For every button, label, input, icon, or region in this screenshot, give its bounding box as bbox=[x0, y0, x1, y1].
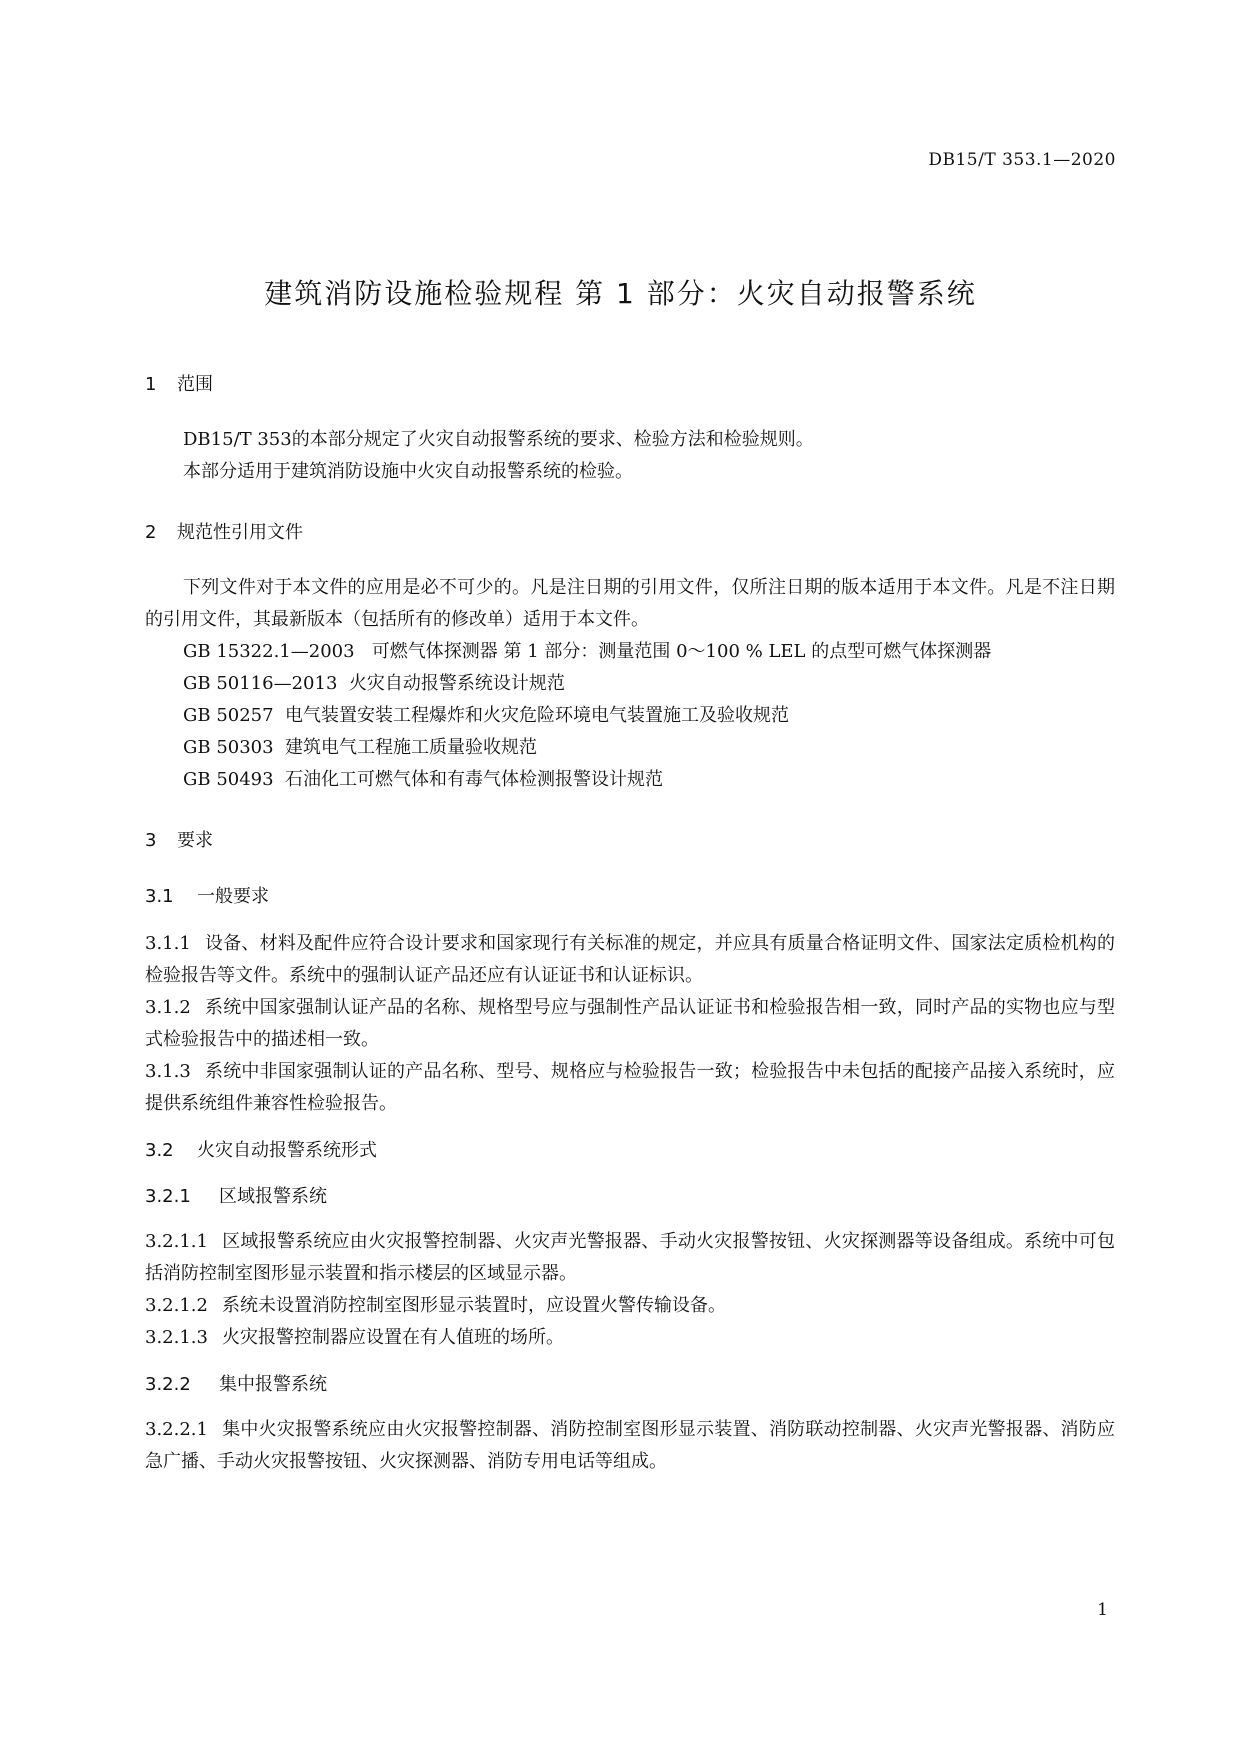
page-title: 建筑消防设施检验规程 第 1 部分：火灾自动报警系统 bbox=[264, 277, 977, 310]
page-number: 1 bbox=[1097, 1600, 1108, 1620]
reference-code: GB 50257 bbox=[183, 705, 274, 726]
reference-title: 火灾自动报警系统设计规范 bbox=[348, 673, 565, 694]
subsection-number: 3.2.2 bbox=[145, 1374, 191, 1395]
clause-text: 系统中国家强制认证产品的名称、规格型号应与强制性产品认证证书和检验报告相一致，同时产品的实物也应与型式检验报告中的描述相一致。 bbox=[145, 997, 1115, 1050]
reference-item bbox=[145, 700, 1115, 732]
document-code: DB15/T 353.1—2020 bbox=[928, 150, 1116, 170]
clause-text: 火灾报警控制器应设置在有人值班的场所。 bbox=[221, 1327, 564, 1348]
section-number: 1 bbox=[145, 374, 157, 395]
paragraph: 下列文件对于本文件的应用是必不可少的。凡是注日期的引用文件，仅所注日期的版本适用于本文件。凡是不注日期的引用文件，其最新版本（包括所有的修改单）适用于本文件。 bbox=[145, 577, 1115, 630]
clause-text: 系统未设置消防控制室图形显示装置时，应设置火警传输设备。 bbox=[221, 1295, 726, 1316]
section-title: 范围 bbox=[177, 374, 213, 395]
subsection-title: 区域报警系统 bbox=[219, 1186, 327, 1207]
clause-number: 3.1.3 bbox=[145, 1061, 191, 1082]
clause-text: 系统中非国家强制认证的产品名称、型号、规格应与检验报告一致；检验报告中未包括的配接产品接入系统时，应提供系统组件兼容性检验报告。 bbox=[145, 1061, 1115, 1114]
paragraph: 本部分适用于建筑消防设施中火灾自动报警系统的检验。 bbox=[183, 461, 633, 482]
section-title: 规范性引用文件 bbox=[177, 522, 303, 543]
reference-title: 建筑电气工程施工质量验收规范 bbox=[285, 737, 538, 758]
clause-3-2-1-2 bbox=[145, 1290, 1115, 1322]
clause-number: 3.1.1 bbox=[145, 933, 191, 954]
clause-number: 3.2.1.3 bbox=[145, 1327, 208, 1348]
clause-number: 3.2.2.1 bbox=[145, 1419, 208, 1440]
section-3-heading bbox=[145, 826, 1115, 852]
subsection-3-2-heading bbox=[145, 1136, 1115, 1162]
section-number: 2 bbox=[145, 522, 157, 543]
clause-number: 3.2.1.2 bbox=[145, 1295, 208, 1316]
subsection-number: 3.2 bbox=[145, 1140, 174, 1161]
reference-item bbox=[145, 732, 1115, 764]
reference-title: 石油化工可燃气体和有毒气体检测报警设计规范 bbox=[285, 769, 664, 790]
reference-item bbox=[145, 764, 1115, 796]
reference-code: GB 50493 bbox=[183, 769, 274, 790]
section-1-heading bbox=[145, 370, 1115, 396]
reference-item bbox=[145, 636, 1115, 668]
clause-text: 集中火灾报警系统应由火灾报警控制器、消防控制室图形显示装置、消防联动控制器、火灾声光警报器、消防应急广播、手动火灾报警按钮、火灾探测器、消防专用电话等组成。 bbox=[145, 1419, 1115, 1472]
clause-3-2-1-1 bbox=[145, 1226, 1115, 1290]
clause-text: 区域报警系统应由火灾报警控制器、火灾声光警报器、手动火灾报警按钮、火灾探测器等设备组成。系统中可包括消防控制室图形显示装置和指示楼层的区域显示器。 bbox=[145, 1231, 1115, 1284]
reference-item bbox=[145, 668, 1115, 700]
clause-text: 设备、材料及配件应符合设计要求和国家现行有关标准的规定，并应具有质量合格证明文件、国家法定质检机构的检验报告等文件。系统中的强制认证产品还应有认证证书和认证标识。 bbox=[145, 933, 1115, 986]
clause-3-2-1-3 bbox=[145, 1322, 1115, 1354]
reference-code: GB 15322.1—2003 bbox=[183, 641, 355, 662]
document-body bbox=[145, 370, 1115, 1478]
reference-title: 电气装置安装工程爆炸和火灾危险环境电气装置施工及验收规范 bbox=[285, 705, 790, 726]
clause-number: 3.2.1.1 bbox=[145, 1231, 208, 1252]
clause-3-1-1 bbox=[145, 928, 1115, 992]
subsection-3-2-1-heading bbox=[145, 1182, 1115, 1208]
paragraph: DB15/T 353的本部分规定了火灾自动报警系统的要求、检验方法和检验规则。 bbox=[183, 429, 814, 450]
clause-3-1-3 bbox=[145, 1056, 1115, 1120]
clause-3-2-2-1 bbox=[145, 1414, 1115, 1478]
subsection-title: 一般要求 bbox=[197, 886, 269, 907]
subsection-3-2-2-heading bbox=[145, 1370, 1115, 1396]
reference-code: GB 50303 bbox=[183, 737, 274, 758]
subsection-title: 火灾自动报警系统形式 bbox=[197, 1140, 377, 1161]
section-number: 3 bbox=[145, 830, 157, 851]
section-title: 要求 bbox=[177, 830, 213, 851]
subsection-title: 集中报警系统 bbox=[219, 1374, 327, 1395]
reference-code: GB 50116—2013 bbox=[183, 673, 338, 694]
subsection-number: 3.1 bbox=[145, 886, 174, 907]
section-2-heading bbox=[145, 518, 1115, 544]
clause-number: 3.1.2 bbox=[145, 997, 191, 1018]
reference-title: 可燃气体探测器 第 1 部分：测量范围 0～100 % LEL 的点型可燃气体探测器 bbox=[371, 641, 992, 662]
clause-3-1-2 bbox=[145, 992, 1115, 1056]
subsection-number: 3.2.1 bbox=[145, 1186, 191, 1207]
subsection-3-1-heading bbox=[145, 882, 1115, 908]
